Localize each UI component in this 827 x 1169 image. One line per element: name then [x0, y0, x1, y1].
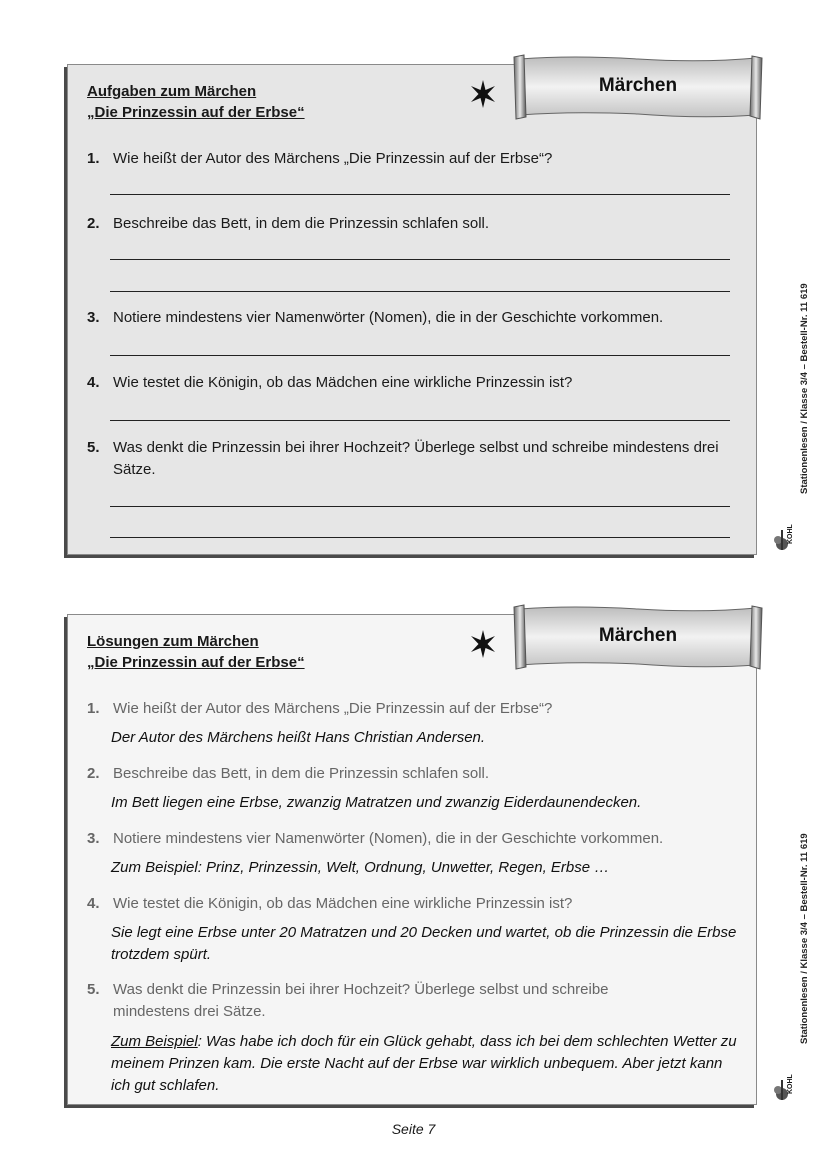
task-card-header [87, 81, 305, 123]
answer-line[interactable] [110, 537, 730, 538]
publisher-logo [770, 1050, 810, 1094]
question-number: 3. [87, 830, 100, 847]
logo-text: KOHL [787, 1074, 794, 1094]
question-number: 5. [87, 981, 100, 998]
page-number: Seite 7 [391, 1121, 436, 1137]
logo-text: KOHL [787, 524, 794, 544]
question-text: Was denkt die Prinzessin bei ihrer Hochzeit? Überlege selbst und schreibe mindestens drei Sätze. [113, 981, 609, 1020]
question-number: 1. [87, 150, 100, 167]
question-number: 4. [87, 895, 100, 912]
answer-line[interactable] [110, 420, 730, 421]
solution-answer-4: Sie legt eine Erbse unter 20 Matratzen und 20 Decken und wartet, ob die Prinzessin die Erbse trotzdem spürt. [111, 924, 737, 963]
question-number: 5. [87, 439, 100, 456]
question-text: Wie heißt der Autor des Märchens „Die Prinzessin auf der Erbse“? [113, 700, 553, 717]
task-card [67, 64, 757, 555]
solution-answer-3: Zum Beispiel: Prinz, Prinzessin, Welt, Ordnung, Unwetter, Regen, Erbse … [111, 859, 610, 876]
example-label: Zum Beispiel [111, 1033, 198, 1050]
question-number: 3. [87, 309, 100, 326]
scroll-banner [512, 603, 764, 671]
task-card-title: Aufgaben zum Märchen [87, 83, 257, 100]
answer-line[interactable] [110, 506, 730, 507]
answer-line[interactable] [110, 355, 730, 356]
question-text: Notiere mindestens vier Namenwörter (Nomen), die in der Geschichte vorkommen. [113, 830, 664, 847]
answer-line[interactable] [110, 259, 730, 260]
order-info: Stationenlesen / Klasse 3/4 – Bestell-Nr. 11 619 [799, 283, 810, 494]
task-card-subtitle: „Die Prinzessin auf der Erbse“ [87, 104, 305, 121]
scroll-banner-title: Märchen [598, 75, 678, 96]
question-text: Wie testet die Königin, ob das Mädchen eine wirkliche Prinzessin ist? [113, 374, 573, 391]
answer-line[interactable] [110, 194, 730, 195]
solution-card-subtitle: „Die Prinzessin auf der Erbse“ [87, 654, 305, 671]
solution-card-header [87, 631, 305, 673]
solution-card-title: Lösungen zum Märchen [87, 633, 259, 650]
question-text: Beschreibe das Bett, in dem die Prinzessin schlafen soll. [113, 765, 490, 782]
question-text: Wie heißt der Autor des Märchens „Die Prinzessin auf der Erbse“? [113, 150, 553, 167]
solution-answer-1: Der Autor des Märchens heißt Hans Christian Andersen. [111, 729, 486, 746]
solution-answer-2: Im Bett liegen eine Erbse, zwanzig Matratzen und zwanzig Eiderdaunendecken. [111, 794, 642, 811]
question-number: 2. [87, 765, 100, 782]
question-text: Beschreibe das Bett, in dem die Prinzessin schlafen soll. [113, 215, 490, 232]
question-text: Was denkt die Prinzessin bei ihrer Hochzeit? Überlege selbst und schreibe mindestens drei Sätze. [113, 439, 719, 478]
question-number: 2. [87, 215, 100, 232]
question-number: 1. [87, 700, 100, 717]
solution-card [67, 614, 757, 1105]
example-text: : Was habe ich doch für ein Glück gehabt, dass ich bei dem schlechten Wetter zu meinem Prinzen kam. Die erste Nacht auf der Erbse war wirklich unbequem. Aber jetzt kann ich gut schlafen. [111, 1033, 737, 1094]
answer-line[interactable] [110, 291, 730, 292]
question-number: 4. [87, 374, 100, 391]
solution-answer-5 [111, 1031, 741, 1097]
question-text: Wie testet die Königin, ob das Mädchen eine wirkliche Prinzessin ist? [113, 895, 573, 912]
star-icon [468, 629, 498, 659]
scroll-banner-title: Märchen [598, 625, 678, 646]
question-text: Notiere mindestens vier Namenwörter (Nomen), die in der Geschichte vorkommen. [113, 309, 664, 326]
order-info: Stationenlesen / Klasse 3/4 – Bestell-Nr. 11 619 [799, 833, 810, 1044]
publisher-logo [770, 500, 810, 544]
star-icon [468, 79, 498, 109]
scroll-banner [512, 53, 764, 121]
